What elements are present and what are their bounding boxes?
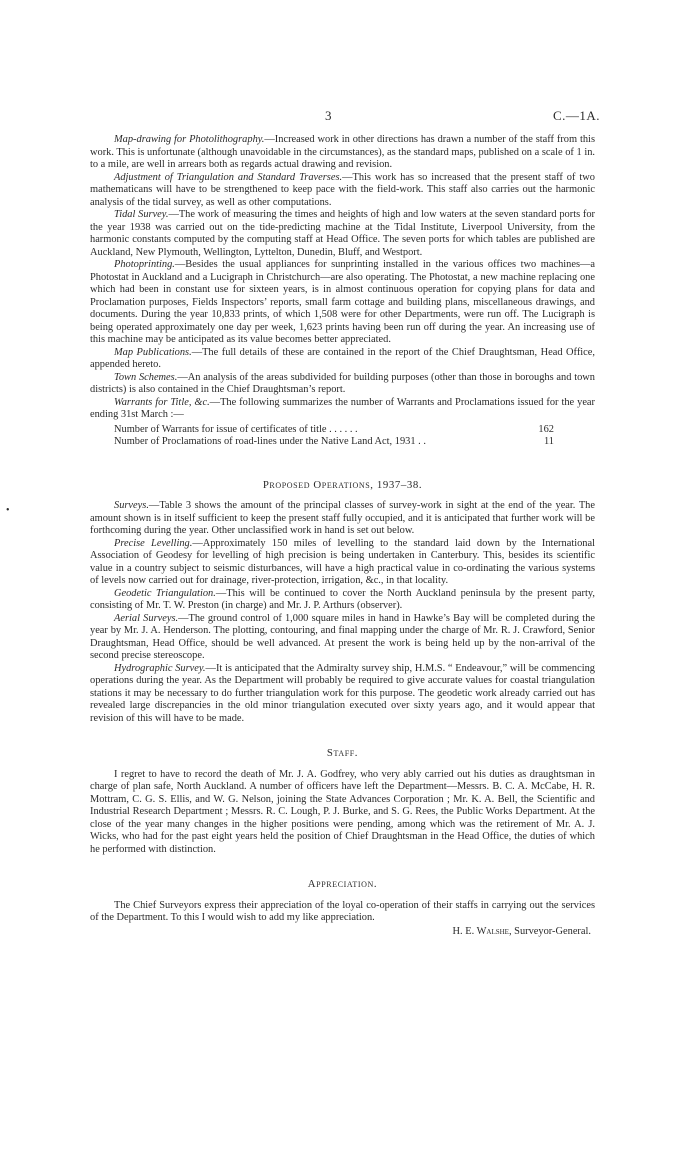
paragraph-lead: Town Schemes. (114, 371, 178, 383)
paragraph (90, 538, 595, 588)
warrants-table (114, 424, 554, 449)
appreciation-heading: Appreciation. (307, 878, 378, 890)
paragraph (90, 134, 595, 172)
paragraph-lead: Map Publications. (114, 346, 192, 358)
paragraph-text: —Besides the usual appliances for sunprinting installed in the various offices two machines—a Photostat in Auckland and a Lucigraph in Christchurch—are also operating. The Photostat, a new machine replacing one which had been in constant use for sixteen years, is in almost continuous operation for copying plans for data and Proclamation purposes, Fields Inspectors’ reports, small farm cottage and building plans, miscellaneous drawings, and documents. During the year 10,833 prints, of which 1,508 were for other Departments, were run off. The Lucigraph is being operated approximately one day per week, 1,623 prints having been run off during the year. An increasing use of this machine may be anticipated as its value becomes better appreciated. (90, 259, 595, 345)
paragraph-lead: Aerial Surveys. (114, 612, 179, 624)
paragraph-text: —An analysis of the areas subdivided for building purposes (other than those in boroughs and town districts) is also contained in the Chief Draughtsman’s report. (90, 371, 596, 395)
paragraph-lead: Warrants for Title, &c. (114, 396, 210, 408)
paragraph-lead: Surveys. (114, 500, 149, 511)
paragraph-text: —The work of measuring the times and heights of high and low waters at the seven standard ports for the year 1938 was carried out on the tide-predicting machine at the Tidal Institute, Liverpool University, from the harmonic constants computed by the computing staff at Head Office. The seven ports for which tables are published are Auckland, New Plymouth, Wellington, Lyttelton, Dunedin, Bluff, and Westport. (90, 209, 595, 258)
signature-title: , Surveyor-General. (508, 925, 591, 937)
paragraph-lead: Precise Levelling. (114, 537, 193, 549)
paragraph-lead: Tidal Survey. (114, 209, 169, 220)
table-row (114, 424, 554, 437)
table-row-label: Number of Proclamations of road-lines under the Native Land Act, 1931 . . (114, 436, 426, 447)
staff-heading: Staff. (326, 747, 359, 759)
table-row-value: 11 (543, 436, 554, 447)
signature (90, 926, 595, 939)
paragraph (90, 397, 595, 422)
paragraph-text: —The ground control of 1,000 square miles in hand in Hawke’s Bay will be completed during the year by Mr. J. A. Henderson. The plotting, contouring, and final mapping under the charge of Mr. R. J. Crawford, Senior Draughtsman, Head Office, should be well advanced. At present the work is being held up by the non-arrival of the second precise stereoscope. (90, 612, 595, 661)
paragraph (90, 500, 595, 538)
proposed-operations-heading: Proposed Operations, 1937–38. (262, 478, 423, 491)
page-number: 3 (325, 108, 332, 123)
paragraph-text: —The full details of these are contained in the report of the Chief Draughtsman, Head Office, appended hereto. (90, 346, 595, 370)
paragraph-text: —Approximately 150 miles of levelling to the standard laid down by the International Association of Geodesy for levelling of high precision is being undertaken in Canterbury. This, besides its scientific value in a country subject to seismic disturbances, will have a high practical value in co-ordinating the various systems of levels now carried out for drainage, river-protection, irrigation, &c., in that locality. (90, 537, 595, 586)
paragraph-text: —This will be continued to cover the North Auckland peninsula by the present party, consisting of Mr. T. W. Preston (in charge) and Mr. J. P. Arthurs (observer). (90, 587, 595, 611)
report-section-part2 (90, 500, 595, 725)
paragraph (90, 172, 595, 210)
appreciation-paragraph: The Chief Surveyors express their appreciation of the loyal co-operation of their staffs in carrying out the services of the Department. To this I would wish to add my like appreciation. (90, 899, 595, 923)
table-row (114, 436, 554, 449)
signature-name: H. E. Walshe (452, 925, 509, 937)
paragraph (90, 372, 595, 397)
paragraph-lead: Geodetic Triangulation. (114, 587, 216, 599)
document-body (90, 134, 595, 938)
paragraph-lead: Hydrographic Survey. (114, 662, 206, 674)
paragraph-lead: Photoprinting. (114, 259, 175, 270)
paragraph (90, 588, 595, 613)
table-row-label: Number of Warrants for issue of certificates of title . . . . . . (114, 423, 358, 435)
paragraph-text: —Table 3 shows the amount of the principal classes of survey-work in sight at the end of the year. The amount shown is in itself sufficient to keep the present staff fully occupied, and it is anticipated that further work will be forthcoming during the year. Other unclassified work in hand is set out below. (90, 500, 595, 536)
paragraph-text: —This work has so increased that the present staff of two mathematicans will have to be strengthened to keep pace with the field-work. This staff also carries out the harmonic analysis of the tidal survey, as well as other computations. (90, 171, 595, 208)
paragraph-lead: Adjustment of Triangulation and Standard Traverses. (114, 171, 343, 183)
paragraph (90, 613, 595, 663)
paragraph (90, 259, 595, 347)
table-row-value: 162 (538, 423, 554, 435)
paragraph (90, 209, 595, 259)
paragraph-text: —Increased work in other directions has drawn a number of the staff from this work. This is unfortunate (although unavoidable in the circumstances), as the standard maps, published on a scale of 1 in. to a mile, are well in arrears both as regards actual drawing and revision. (90, 134, 595, 170)
report-section-part1 (90, 134, 595, 422)
staff-paragraph: I regret to have to record the death of Mr. J. A. Godfrey, who very ably carried out his duties as draughtsman in charge of plan safe, North Auckland. A number of officers have left the Department—Messrs. B. C. A. McCabe, H. R. Mottram, C. G. S. Ellis, and W. G. Nelson, joining the State Advances Corporation ; Mr. K. A. Bell, the Scientific and Industrial Research Department ; Messrs. R. C. Lough, P. J. Burke, and S. G. Rees, the Public Works Department. At the close of the year many changes in the higher positions were pending, among which was the retirement of Mr. A. J. Wicks, who had for the past eight years held the position of Chief Draughtsman in the Head Office, the duties of which he performed with distinction. (90, 768, 595, 855)
paragraph-lead: Map-drawing for Photolithography. (114, 134, 265, 145)
margin-mark: • (6, 505, 10, 516)
paragraph-text: —It is anticipated that the Admiralty survey ship, H.M.S. “ Endeavour,” will be commencing operations during the year. As the Department will probably be required to give accurate values for coastal triangulation stations it may be necessary to do further triangulation work for this purpose. The geodetic work already carried out has revealed large discrepancies in the old minor triangulation executed over sixty years ago, and it would appear that revision of this will have to be made. (90, 662, 595, 724)
paragraph-text: —The following summarizes the number of Warrants and Proclamations issued for the year ending 31st March :— (90, 396, 595, 420)
paragraph (90, 347, 595, 372)
page-reference: C.—1A. (553, 108, 601, 123)
paragraph (90, 663, 595, 726)
